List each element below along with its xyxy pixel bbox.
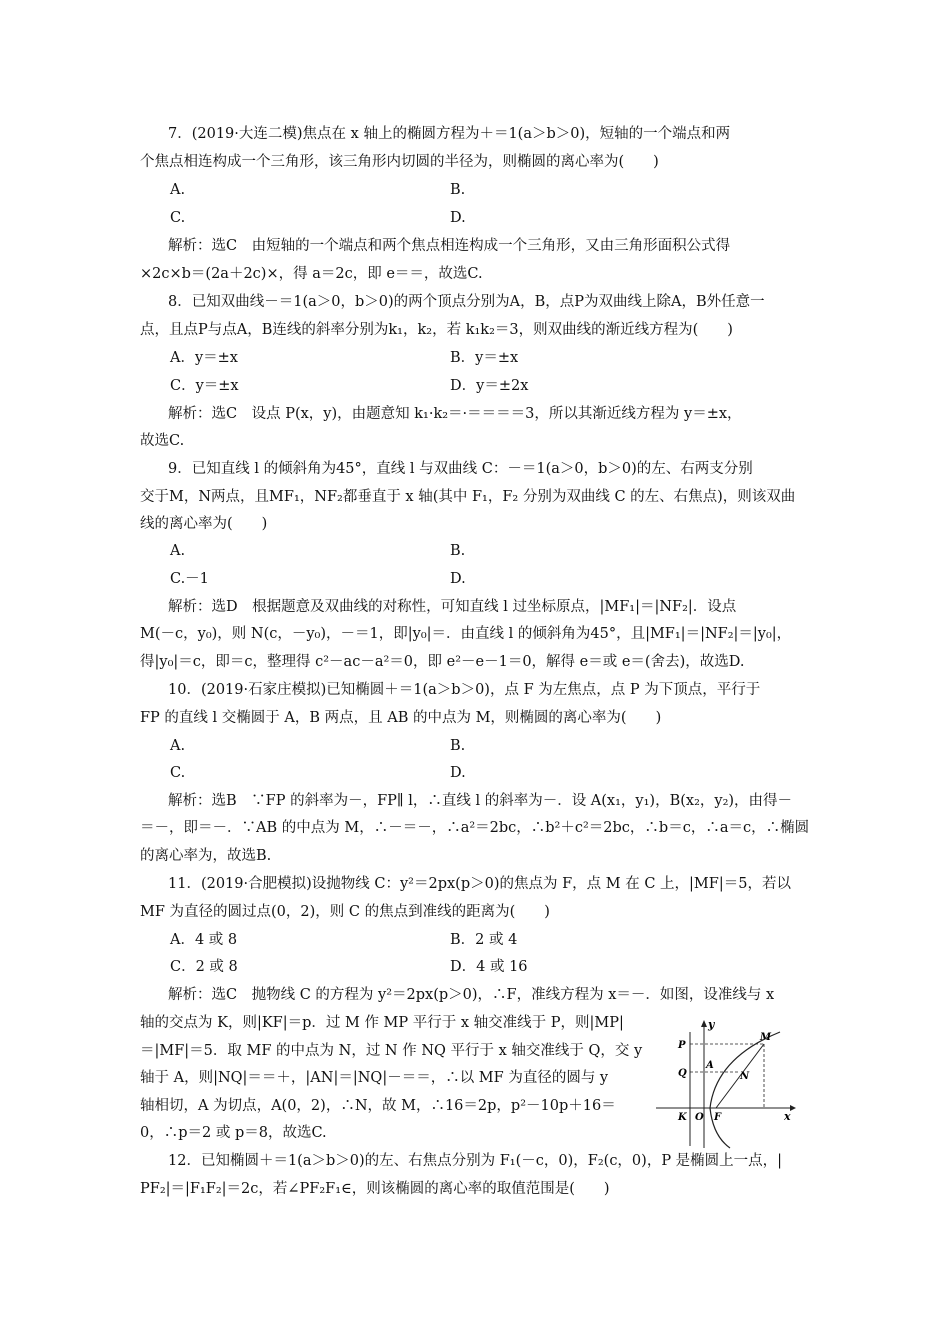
q10-option-b: B. <box>450 738 466 754</box>
label-x: x <box>784 1110 791 1123</box>
label-o: O <box>695 1112 704 1123</box>
q8-option-a: A．y＝±x <box>170 350 238 366</box>
label-k: K <box>678 1112 687 1123</box>
q8-solution-line-1: 解析：选C 设点 P(x，y)，由题意知 k₁·k₂＝·＝＝＝＝3，所以其渐近线方程为 y＝±x， <box>168 406 742 422</box>
q9-option-a: A. <box>170 543 186 559</box>
label-a: A <box>706 1060 714 1071</box>
label-f: F <box>714 1112 722 1123</box>
q12-line-2: PF₂|＝|F₁F₂|＝2c，若∠PF₂F₁∈，则该椭圆的离心率的取值范围是( ) <box>140 1181 610 1197</box>
q7-option-a: A. <box>170 182 186 198</box>
q11-solution-line-4: 轴于 A，则|NQ|＝＝＋，|AN|＝|NQ|－＝＝，∴以 MF 为直径的圆与 y <box>140 1070 609 1086</box>
label-q: Q <box>678 1068 687 1079</box>
q7-option-b: B. <box>450 182 466 198</box>
q10-line-1: 10．(2019·石家庄模拟)已知椭圆＋＝1(a＞b＞0)，点 F 为左焦点，点 P 为下顶点，平行于 <box>168 682 761 698</box>
q10-solution-line-3: 的离心率为，故选B. <box>140 848 272 864</box>
q11-solution-line-5: 轴相切，A 为切点，A(0，2)，∴N，故 M，∴16＝2p，p²－10p＋16＝ <box>140 1098 616 1114</box>
q8-line-2: 点，且点P与点A，B连线的斜率分别为k₁，k₂，若 k₁k₂＝3，则双曲线的渐近线方程为( ) <box>140 322 733 338</box>
label-n: N <box>740 1071 750 1082</box>
y-axis-arrow <box>701 1020 707 1027</box>
q9-solution-line-3: 得|y₀|＝c，即＝c，整理得 c²－ac－a²＝0，即 e²－e－1＝0，解得 e＝或 e＝(舍去)，故选D. <box>140 654 745 670</box>
q12-line-1: 12．已知椭圆＋＝1(a＞b＞0)的左、右焦点分别为 F₁(－c，0)，F₂(c，0)，P 是椭圆上一点，| <box>168 1153 783 1169</box>
q11-line-2: MF 为直径的圆过点(0，2)，则 C 的焦点到准线的距离为( ) <box>140 904 550 920</box>
q8-solution-line-2: 故选C. <box>140 433 185 449</box>
label-p: P <box>678 1040 686 1051</box>
q10-option-a: A. <box>170 738 186 754</box>
q10-option-d: D. <box>450 765 466 781</box>
q9-option-b: B. <box>450 543 466 559</box>
q9-solution-line-1: 解析：选D 根据题意及双曲线的对称性，可知直线 l 过坐标原点，|MF₁|＝|NF₂|．设点 <box>168 599 737 615</box>
q11-option-c: C．2 或 8 <box>170 959 238 975</box>
q9-option-c: C.－1 <box>170 571 209 587</box>
q11-solution-line-6: 0，∴p＝2 或 p＝8，故选C. <box>140 1125 327 1141</box>
q8-option-d: D．y＝±2x <box>450 378 529 394</box>
q8-option-c: C．y＝±x <box>170 378 239 394</box>
q7-line-2: 个焦点相连构成一个三角形，该三角形内切圆的半径为，则椭圆的离心率为( ) <box>140 154 659 170</box>
x-axis-arrow <box>790 1105 796 1111</box>
q11-option-b: B．2 或 4 <box>450 932 518 948</box>
q11-solution-line-2: 轴的交点为 K，则|KF|＝p．过 M 作 MP 平行于 x 轴交准线于 P，则|MP| <box>140 1015 624 1031</box>
q11-line-1: 11．(2019·合肥模拟)设抛物线 C：y²＝2px(p＞0)的焦点为 F，点 M 在 C 上，|MF|＝5，若以 <box>168 876 791 892</box>
q7-solution-line-1: 解析：选C 由短轴的一个端点和两个焦点相连构成一个三角形，又由三角形面积公式得 <box>168 238 731 254</box>
q11-solution-line-1: 解析：选C 抛物线 C 的方程为 y²＝2px(p＞0)，∴F，准线方程为 x＝－．如图，设准线与 x <box>168 987 775 1003</box>
q7-solution-line-2: ×2c×b＝(2a＋2c)×，得 a＝2c，即 e＝＝，故选C. <box>140 266 483 282</box>
q10-solution-line-1: 解析：选B ∵FP 的斜率为－，FP∥ l，∴直线 l 的斜率为－．设 A(x₁，y₁)，B(x₂，y₂)，由得－ <box>168 793 793 809</box>
q11-option-a: A．4 或 8 <box>170 932 238 948</box>
q9-line-2: 交于M，N两点，且MF₁，NF₂都垂直于 x 轴(其中 F₁，F₂ 分别为双曲线 C 的左、右焦点)，则该双曲 <box>140 489 796 505</box>
q9-solution-line-2: M(－c，y₀)，则 N(c，－y₀)，－＝1，即|y₀|＝．由直线 l 的倾斜角为45°，且|MF₁|＝|NF₂|＝|y₀|， <box>140 626 792 642</box>
q10-line-2: FP 的直线 l 交椭圆于 A，B 两点，且 AB 的中点为 M，则椭圆的离心率为( ) <box>140 710 662 726</box>
q11-solution-line-3: ＝|MF|＝5．取 MF 的中点为 N，过 N 作 NQ 平行于 x 轴交准线于 Q，交 y <box>140 1043 643 1059</box>
q7-line-1: 7．(2019·大连二模)焦点在 x 轴上的椭圆方程为＋＝1(a＞b＞0)，短轴的一个端点和两 <box>168 126 731 142</box>
label-m: M <box>760 1032 772 1043</box>
q9-line-3: 线的离心率为( ) <box>140 516 268 532</box>
q9-option-d: D. <box>450 571 466 587</box>
q10-option-c: C. <box>170 765 186 781</box>
parabola-curve <box>710 1032 780 1148</box>
q7-option-d: D. <box>450 210 466 226</box>
q10-solution-line-2: ＝－，即＝－．∵AB 的中点为 M，∴－＝－，∴a²＝2bc，∴b²＋c²＝2bc，∴b＝c，∴a＝c，∴椭圆 <box>140 820 810 836</box>
q9-line-1: 9．已知直线 l 的倾斜角为45°，直线 l 与双曲线 C：－＝1(a＞0，b＞0)的左、右两支分别 <box>168 461 753 477</box>
label-y: y <box>708 1018 715 1031</box>
parabola-figure <box>650 1018 798 1150</box>
q7-option-c: C. <box>170 210 186 226</box>
q11-option-d: D．4 或 16 <box>450 959 528 975</box>
q8-option-b: B．y＝±x <box>450 350 519 366</box>
q8-line-1: 8．已知双曲线－＝1(a＞0，b＞0)的两个顶点分别为A，B，点P为双曲线上除A，B外任意一 <box>168 294 765 310</box>
